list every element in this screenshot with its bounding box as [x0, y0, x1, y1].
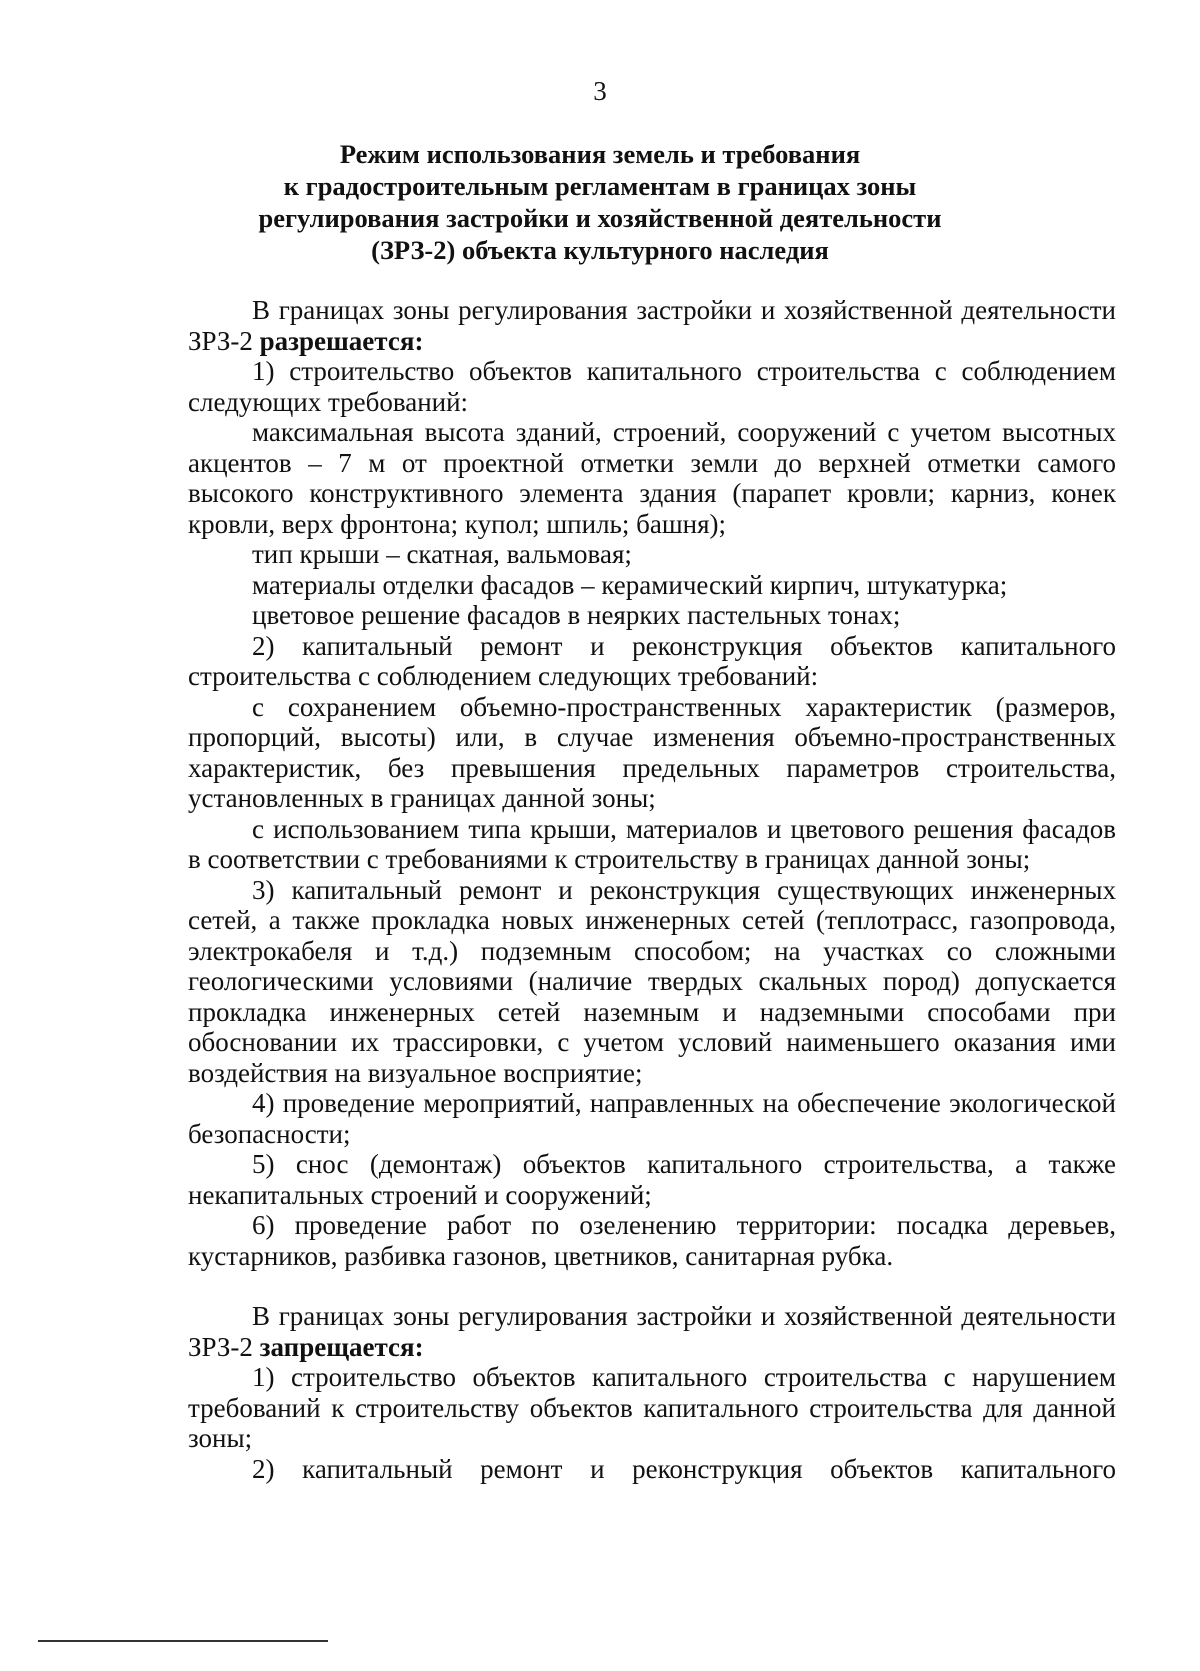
prohibited-intro-bold: запрещается:: [259, 1331, 424, 1362]
allowed-item: максимальная высота зданий, строений, сооружений с учетом высотных акцентов – 7 м от проектной отметки земли до верхней отметки самого высокого конструктивного элемента здания (парапет кровли; карниз, конек кровли, верх фронтона; купол; шпиль; башня);: [188, 417, 1116, 539]
allowed-item: материалы отделки фасадов – керамический кирпич, штукатурка;: [252, 569, 1008, 600]
footer-rule: [38, 1640, 328, 1642]
document-title: [0, 138, 1200, 266]
allowed-item: 4) проведение мероприятий, направленных на обеспечение экологической безопасности;: [188, 1088, 1116, 1149]
allowed-intro-text: В границах зоны регулирования застройки и хозяйственной деятельности ЗРЗ-2: [188, 295, 1116, 356]
prohibited-item: 1) строительство объектов капитального строительства с нарушением требований к строительству объектов капитального строительства для данной зоны;: [188, 1362, 1116, 1453]
prohibited-intro-text: В границах зоны регулирования застройки и хозяйственной деятельности ЗРЗ-2: [188, 1301, 1116, 1362]
allowed-item: 3) капитальный ремонт и реконструкция существующих инженерных сетей, а также прокладка новых инженерных сетей (теплотрасс, газопровода, электрокабеля и т.д.) подземным способом; на участках со сложными геологическими условиями (наличие твердых скальных пород) допускается прокладка инженерных сетей наземным и надземными способами при обосновании их трассировки, с учетом условий наименьшего оказания ими воздействия на визуальное восприятие;: [188, 874, 1116, 1088]
allowed-item: 2) капитальный ремонт и реконструкция объектов капитального строительства с соблюдением следующих требований:: [188, 630, 1116, 691]
allowed-item: тип крыши – скатная, вальмовая;: [252, 539, 632, 569]
title-line: регулирования застройки и хозяйственной деятельности: [258, 203, 942, 233]
prohibited-intro-paragraph: [188, 1301, 1116, 1362]
page-number: 3: [593, 76, 607, 106]
allowed-intro-bold: разрешается:: [259, 325, 424, 356]
allowed-item: цветовое решение фасадов в неярких пастельных тонах;: [252, 600, 901, 630]
allowed-item: с использованием типа крыши, материалов и цветового решения фасадов в соответствии с требованиями к строительству в границах данной зоны;: [188, 813, 1116, 874]
allowed-item: 6) проведение работ по озеленению территории: посадка деревьев, кустарников, разбивка газонов, цветников, санитарная рубка.: [188, 1210, 1116, 1271]
document-body: [188, 295, 1116, 1484]
prohibited-item-partial: 2) капитальный ремонт и реконструкция объектов капитального: [252, 1453, 1116, 1484]
allowed-item: 1) строительство объектов капитального строительства с соблюдением следующих требований:: [188, 356, 1116, 417]
allowed-item: 5) снос (демонтаж) объектов капитального строительства, а также некапитальных строений и сооружений;: [188, 1149, 1116, 1210]
title-line: Режим использования земель и требования: [339, 139, 861, 169]
allowed-intro-paragraph: [188, 295, 1116, 356]
title-line: (ЗРЗ-2) объекта культурного наследия: [371, 235, 829, 265]
title-line: к градостроительным регламентам в границах зоны: [283, 171, 917, 201]
allowed-item: с сохранением объемно-пространственных характеристик (размеров, пропорций, высоты) или, в случае изменения объемно-пространственных характеристик, без превышения предельных параметров строительства, установленных в границах данной зоны;: [188, 691, 1116, 813]
section-spacer: [188, 1271, 1116, 1301]
